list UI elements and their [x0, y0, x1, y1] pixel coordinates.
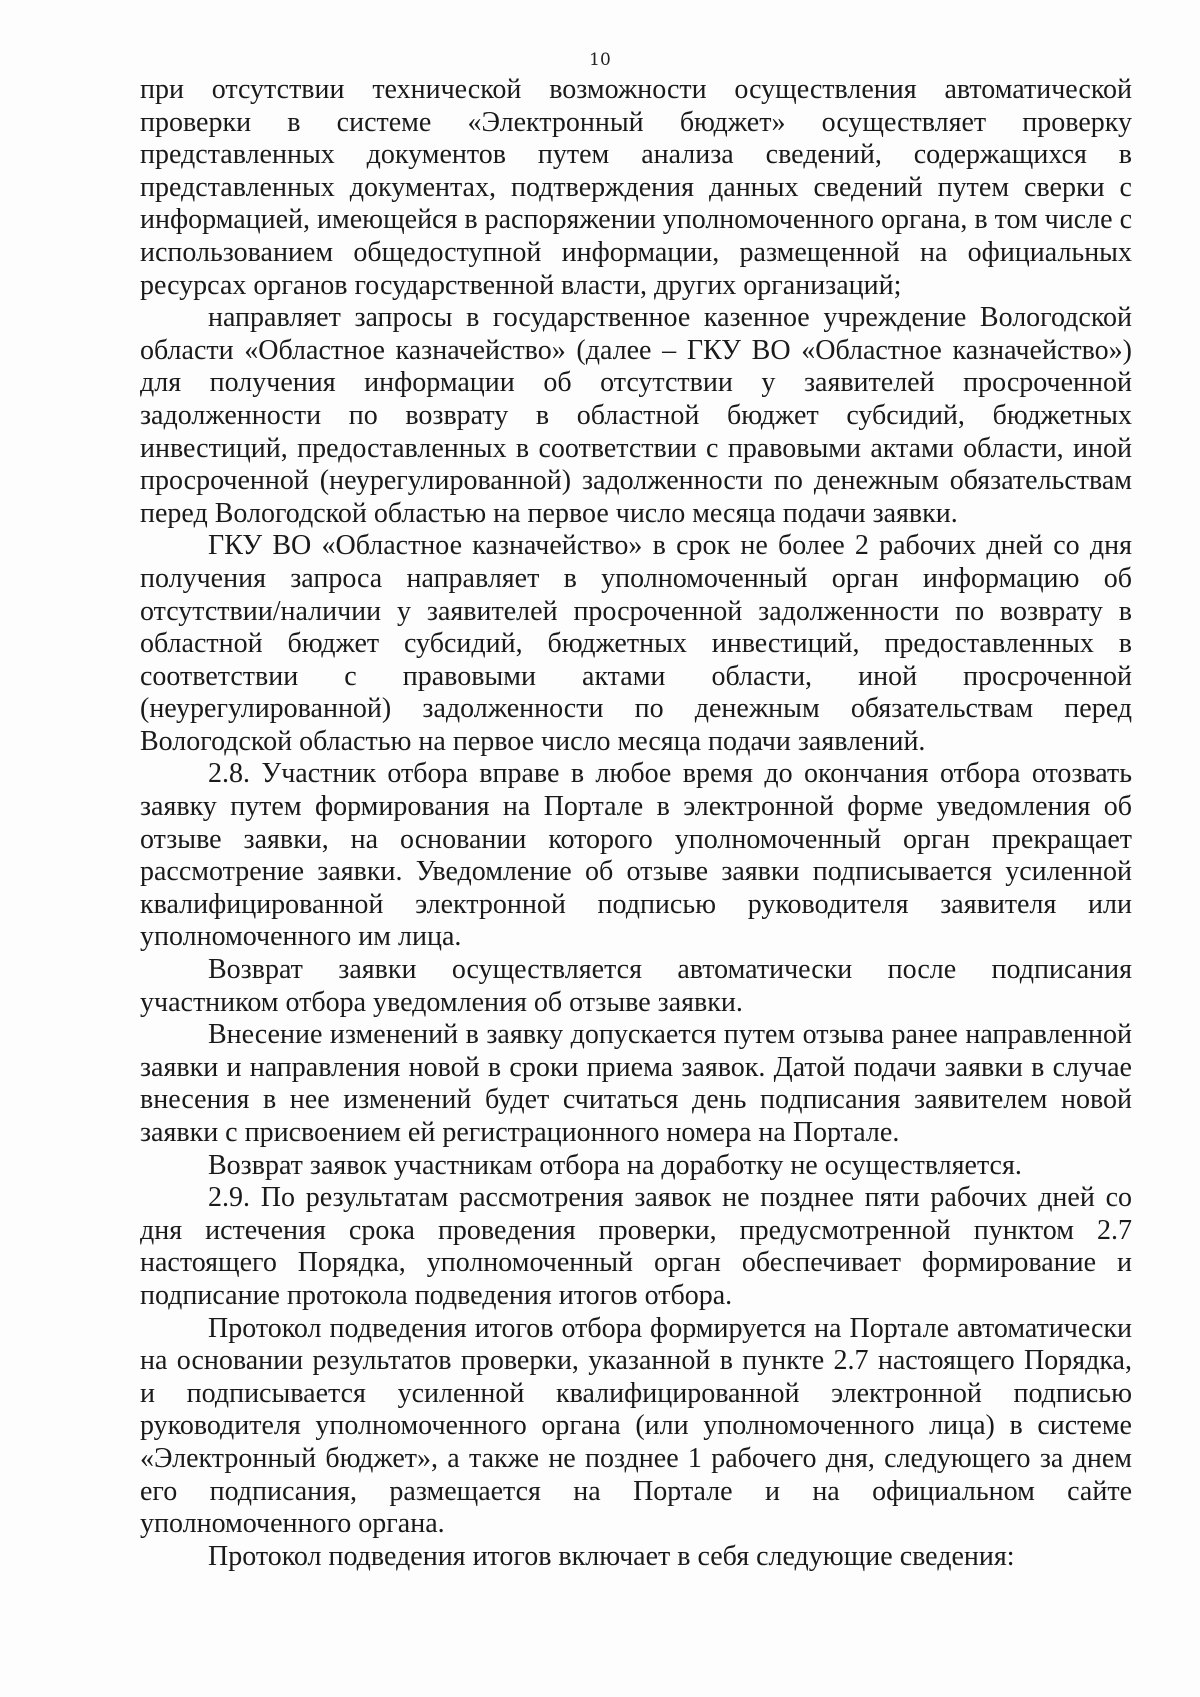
paragraph-no-rework: Возврат заявок участникам отбора на доработку не осуществляется.: [208, 1149, 1022, 1181]
paragraph-protocol-contents: Протокол подведения итогов включает в себя следующие сведения:: [208, 1540, 1015, 1572]
paragraph-treasury-response: ГКУ ВО «Областное казначейство» в срок не более 2 рабочих дней со дня получения запроса направляет в уполномоченный орган информацию об отсутствии/наличии у заявителей просроченной задолженности по возврату в областной бюджет субсидий, бюджетных инвестиций, предоставленных в соответствии с правовыми актами области, иной просроченной (неурегулированной) задолженности по денежным обязательствам перед Вологодской областью на первое число месяца подачи заявлений.: [140, 530, 1132, 757]
paragraph-treasury-request: направляет запросы в государственное казенное учреждение Вологодской области «Областное казначейство» (далее – ГКУ ВО «Областное казначейство») для получения информации об отсутствии у заявителей просроченной задолженности по возврату в областной бюджет субсидий, бюджетных инвестиций, предоставленных в соответствии с правовыми актами области, иной просроченной (неурегулированной) задолженности по денежным обязательствам перед Вологодской областью на первое число месяца подачи заявки.: [140, 302, 1132, 529]
paragraph-verification-continuation: при отсутствии технической возможности осуществления автоматической проверки в системе «Электронный бюджет» осуществляет проверку представленных документов путем анализа сведений, содержащихся в представленных документах, подтверждения данных сведений путем сверки с информацией, имеющейся в распоряжении уполномоченного органа, в том числе с использованием общедоступной информации, размещенной на официальных ресурсах органов государственной власти, других организаций;: [140, 74, 1132, 301]
document-body: [140, 74, 1132, 1573]
paragraph-2-8-withdrawal: 2.8. Участник отбора вправе в любое время до окончания отбора отозвать заявку путем формирования на Портале в электронной форме уведомления об отзыве заявки, на основании которого уполномоченный орган прекращает рассмотрение заявки. Уведомление об отзыве заявки подписывается усиленной квалифицированной электронной подписью руководителя заявителя или уполномоченного им лица.: [140, 758, 1132, 953]
paragraph-application-changes: Внесение изменений в заявку допускается путем отзыва ранее направленной заявки и направления новой в сроки приема заявок. Датой подачи заявки в случае внесения в нее изменений будет считаться день подписания заявителем новой заявки с присвоением ей регистрационного номера на Портале.: [140, 1019, 1132, 1148]
page-number: 10: [589, 50, 611, 70]
paragraph-2-9-results: 2.9. По результатам рассмотрения заявок не позднее пяти рабочих дней со дня истечения срока проведения проверки, предусмотренной пунктом 2.7 настоящего Порядка, уполномоченный орган обеспечивает формирование и подписание протокола подведения итогов отбора.: [140, 1182, 1132, 1311]
paragraph-protocol-formation: Протокол подведения итогов отбора формируется на Портале автоматически на основании результатов проверки, указанной в пункте 2.7 настоящего Порядка, и подписывается усиленной квалифицированной электронной подписью руководителя уполномоченного органа (или уполномоченного лица) в системе «Электронный бюджет», а также не позднее 1 рабочего дня, следующего за днем его подписания, размещается на Портале и на официальном сайте уполномоченного органа.: [140, 1312, 1132, 1540]
paragraph-withdrawal-return: Возврат заявки осуществляется автоматически после подписания участником отбора уведомления об отзыве заявки.: [140, 954, 1132, 1018]
